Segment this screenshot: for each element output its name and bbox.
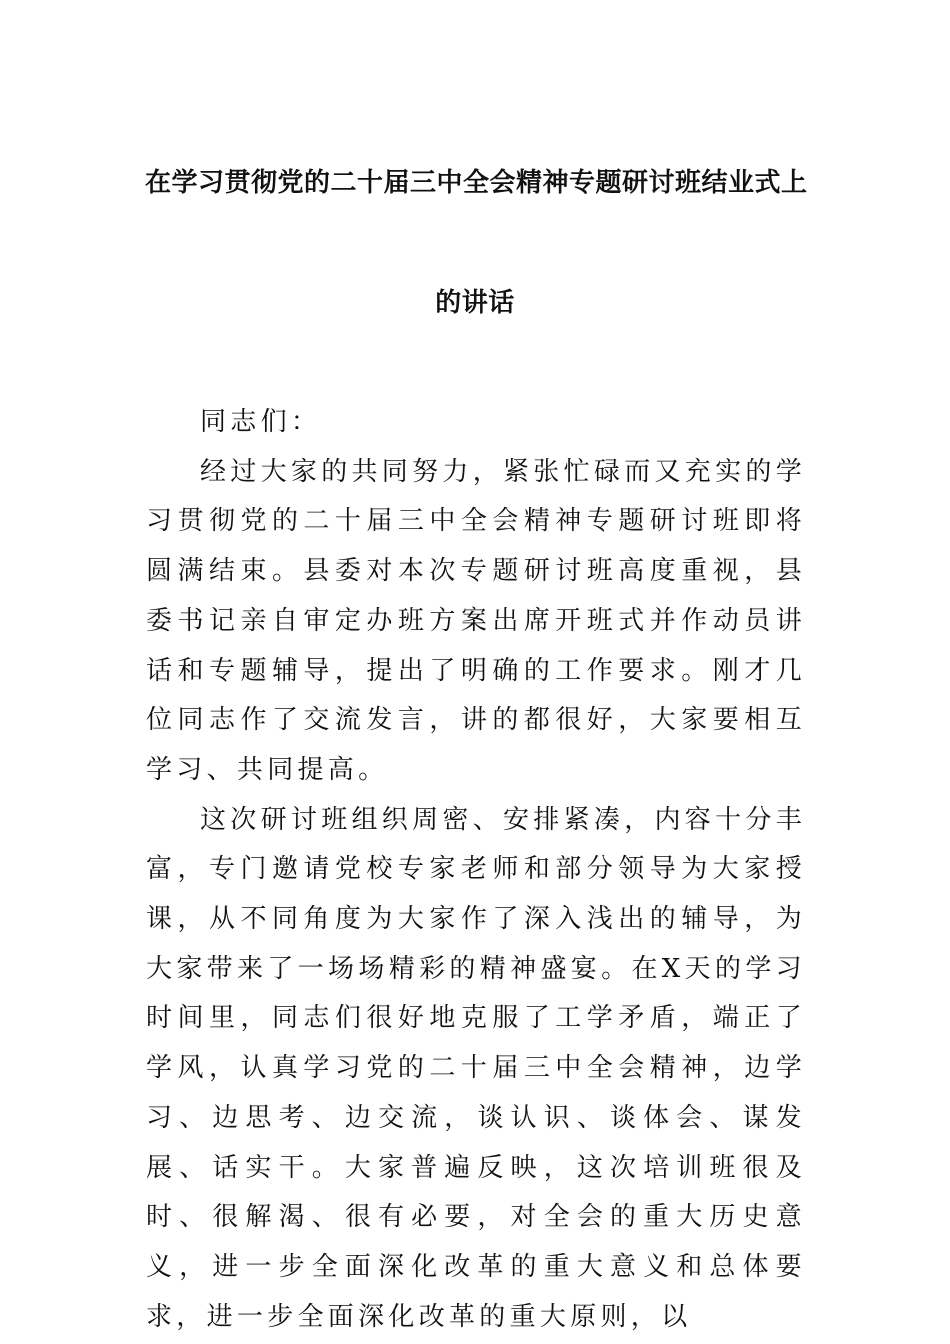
- body-paragraph-2: 这次研讨班组织周密、安排紧凑，内容十分丰富，专门邀请党校专家老师和部分领导为大家授课，从不同角度为大家作了深入浅出的辅导，为大家带来了一场场精彩的精神盛宴。在X天的学习时间里，同志们很好地克服了工学矛盾，端正了学风，认真学习党的二十届三中全会精神，边学习、边思考、边交流，谈认识、谈体会、谋发展、话实干。大家普遍反映，这次培训班很及时、很解渴、很有必要，对全会的重大历史意义，进一步全面深化改革的重大意义和总体要求，进一步全面深化改革的重大原则，以: [146, 804, 807, 1332]
- document-title-line-2: 的讲话: [435, 288, 515, 318]
- document-body: [146, 398, 806, 1342]
- document-title-line-1: 在学习贯彻党的二十届三中全会精神专题研讨班结业式上: [145, 168, 808, 198]
- body-paragraph-1: 经过大家的共同努力，紧张忙碌而又充实的学习贯彻党的二十届三中全会精神专题研讨班即将圆满结束。县委对本次专题研讨班高度重视，县委书记亲自审定办班方案出席开班式并作动员讲话和专题辅导，提出了明确的工作要求。刚才几位同志作了交流发言，讲的都很好，大家要相互学习、共同提高。: [146, 456, 807, 785]
- salutation-paragraph: 同志们：: [200, 407, 322, 437]
